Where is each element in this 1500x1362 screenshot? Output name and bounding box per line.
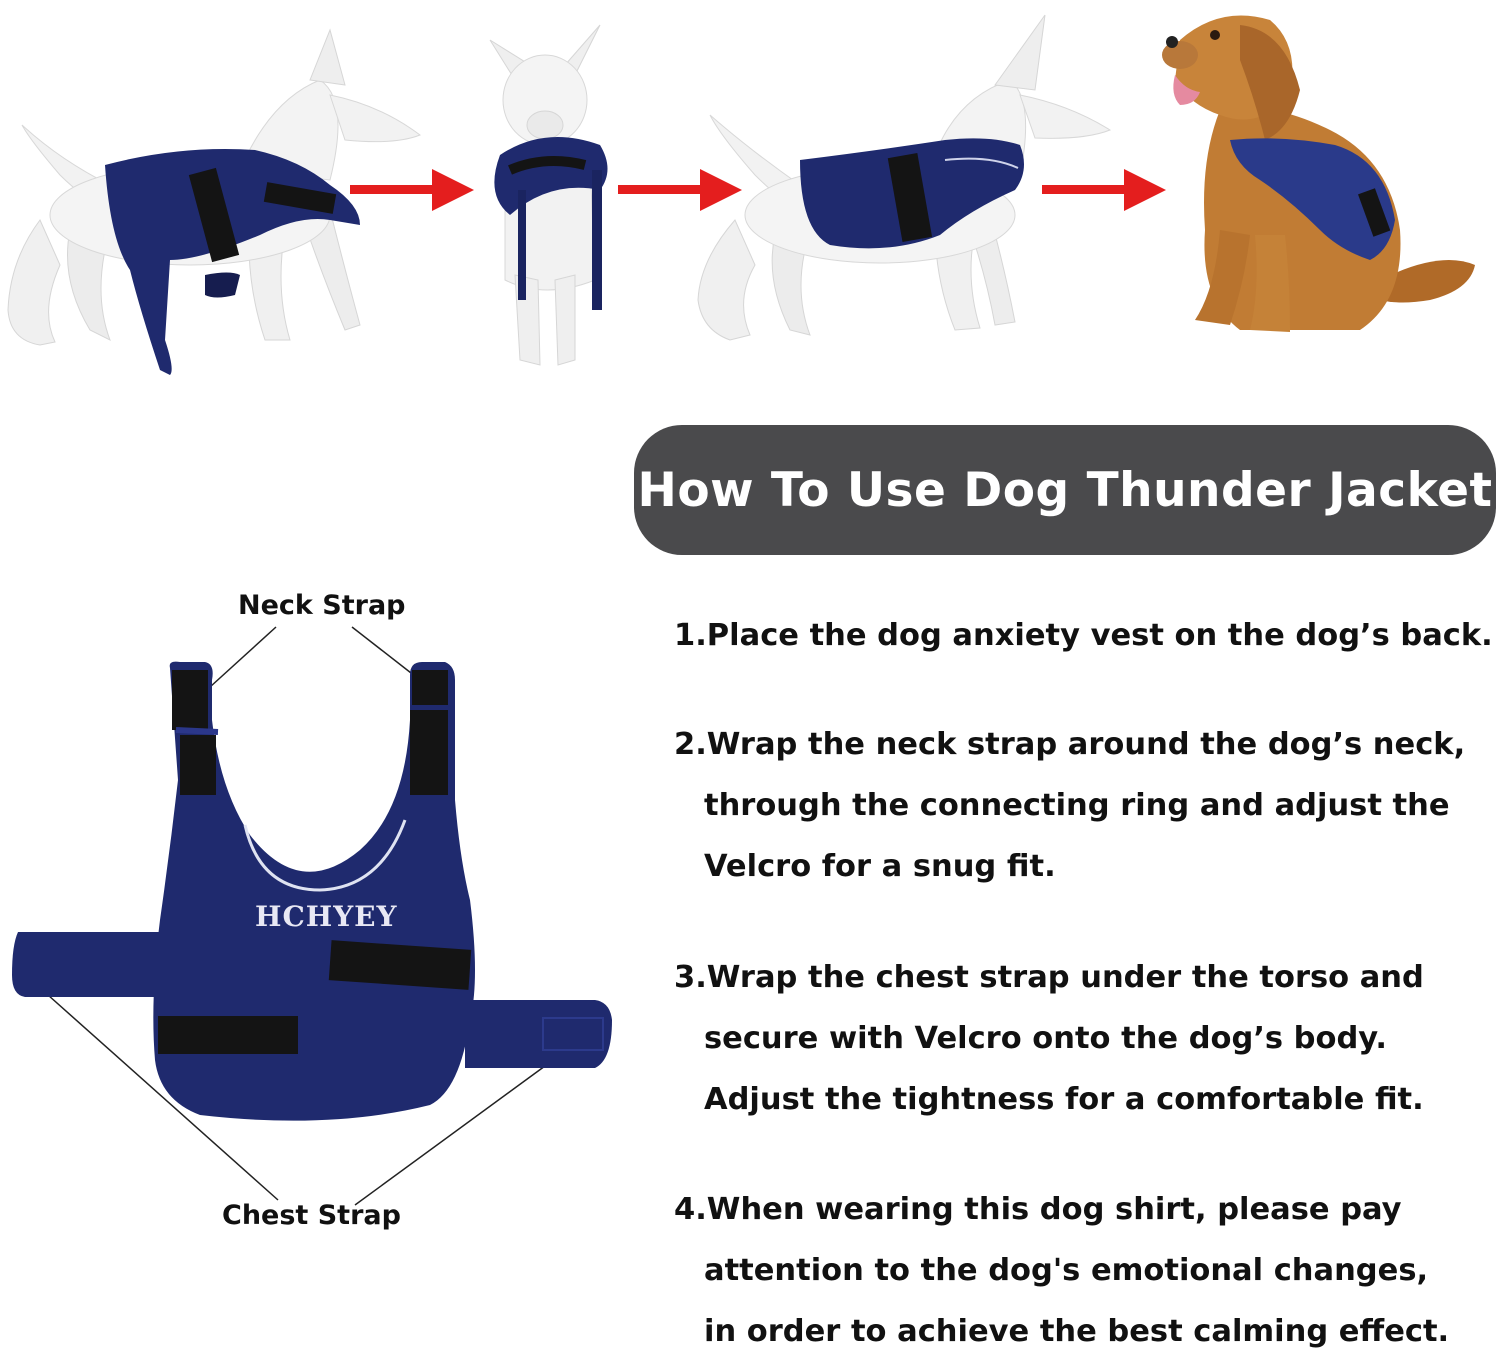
step-line: attention to the dog's emotional changes,: [704, 1253, 1429, 1288]
title-banner: [634, 425, 1496, 555]
right-arrow-icon: [1042, 165, 1167, 215]
vest-illustration: [0, 600, 640, 1240]
step-2: [674, 714, 1474, 897]
vest-brand-text: HCHYEY: [255, 900, 398, 933]
step-3: [674, 947, 1474, 1130]
step-1: [674, 605, 1493, 666]
step-line: in order to achieve the best calming effect.: [704, 1314, 1450, 1349]
step-line: secure with Velcro onto the dog’s body.: [704, 1021, 1387, 1056]
step-line: 2.Wrap the neck strap around the dog’s neck,: [674, 727, 1466, 762]
step-4: [674, 1179, 1474, 1362]
page-title: How To Use Dog Thunder Jacket: [637, 462, 1493, 518]
right-arrow-icon: [350, 165, 475, 215]
step-line: Velcro for a snug fit.: [704, 849, 1056, 884]
step-line: 1.Place the dog anxiety vest on the dog’s back.: [674, 618, 1493, 653]
golden-retriever-photo: [1160, 0, 1490, 360]
step-line: Adjust the tightness for a comfortable fit.: [704, 1082, 1424, 1117]
step-line: through the connecting ring and adjust the: [704, 788, 1450, 823]
chest-strap-label: Chest Strap: [222, 1200, 401, 1231]
mannequin-front-neck-strap-photo: [470, 20, 630, 380]
neck-strap-label: Neck Strap: [238, 590, 406, 621]
step-line: 4.When wearing this dog shirt, please pay: [674, 1192, 1402, 1227]
step-line: 3.Wrap the chest strap under the torso and: [674, 960, 1424, 995]
